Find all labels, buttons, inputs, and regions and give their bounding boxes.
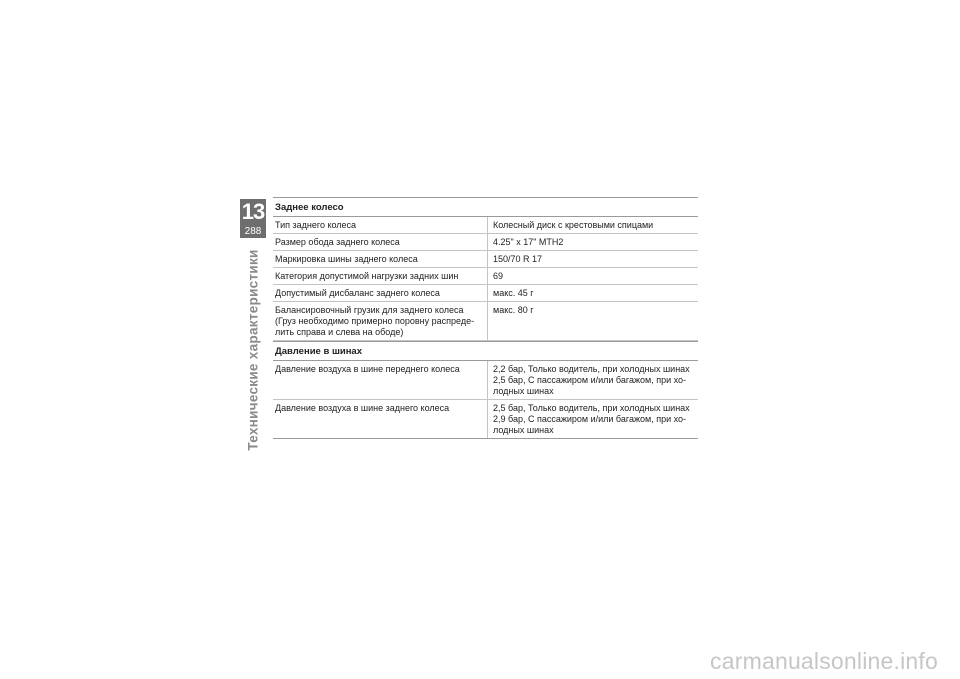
row-label: Давление воздуха в шине заднего колеса xyxy=(273,400,488,438)
row-value: 4.25" x 17" MTH2 xyxy=(493,237,564,247)
row-label: Тип заднего колеса xyxy=(273,217,488,233)
chapter-title: Технические характеристики xyxy=(245,249,261,451)
section-title-rear-wheel: Заднее колесо xyxy=(273,197,698,217)
row-label: Допустимый дисбаланс заднего колеса xyxy=(273,285,488,301)
table-row xyxy=(273,361,698,400)
row-value: 2,5 бар, Только водитель, при холодных шинах 2,9 бар, С пассажиром и/или багажом, при хо- лодных шинах xyxy=(493,403,690,435)
row-label: Балансировочный грузик для заднего колеса (Груз необходимо примерно поровну распреде- лить справа и слева на ободе) xyxy=(273,302,488,340)
table-row xyxy=(273,285,698,302)
table-row xyxy=(273,251,698,268)
table-row xyxy=(273,400,698,439)
page-number: 288 xyxy=(244,226,262,237)
row-value: 69 xyxy=(493,271,504,281)
watermark-text: carmanualsonline.info xyxy=(710,648,938,674)
row-value: 2,2 бар, Только водитель, при холодных шинах 2,5 бар, С пассажиром и/или багажом, при хо- лодных шинах xyxy=(493,364,690,396)
table-row xyxy=(273,268,698,285)
table-row xyxy=(273,234,698,251)
row-value: 150/70 R 17 xyxy=(493,254,543,264)
row-value: макс. 80 г xyxy=(493,305,534,315)
row-label: Размер обода заднего колеса xyxy=(273,234,488,250)
row-label: Давление воздуха в шине переднего колеса xyxy=(273,361,488,399)
spec-table xyxy=(273,197,698,439)
section-title-tire-pressure: Давление в шинах xyxy=(273,341,698,361)
table-row xyxy=(273,217,698,234)
table-row xyxy=(273,302,698,341)
row-label: Категория допустимой нагрузки задних шин xyxy=(273,268,488,284)
chapter-number: 13 xyxy=(241,199,265,224)
row-label: Маркировка шины заднего колеса xyxy=(273,251,488,267)
row-value: макс. 45 г xyxy=(493,288,534,298)
row-value: Колесный диск с крестовыми спицами xyxy=(493,220,654,230)
